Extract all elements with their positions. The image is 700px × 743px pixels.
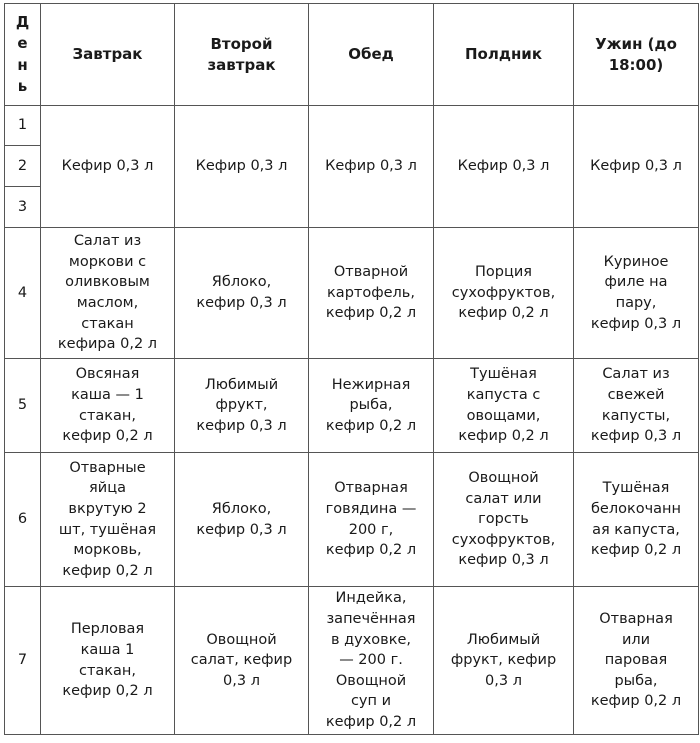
header-day-letter: ь — [17, 77, 28, 95]
day-number: 7 — [5, 587, 41, 735]
snack-cell: Порция сухофруктов, кефир 0,2 л — [434, 228, 574, 359]
day-number: 3 — [5, 187, 41, 228]
second-breakfast-cell: Любимый фрукт, кефир 0,3 л — [175, 359, 309, 453]
breakfast-cell: Отварные яйца вкрутую 2 шт, тушёная морковь, кефир 0,2 л — [41, 453, 175, 587]
dinner-cell: Отварная или паровая рыба, кефир 0,2 л — [574, 587, 699, 735]
header-row — [5, 4, 699, 106]
header-day-letter: н — [17, 55, 28, 74]
header-day — [5, 4, 41, 106]
snack-cell: Овощной салат или горсть сухофруктов, кефир 0,3 л — [434, 453, 574, 587]
lunch-cell: Отварной картофель, кефир 0,2 л — [309, 228, 434, 359]
second-breakfast-cell: Яблоко, кефир 0,3 л — [175, 453, 309, 587]
lunch-cell: Кефир 0,3 л — [309, 106, 434, 228]
table-row — [5, 453, 699, 587]
header-second-breakfast: Второй завтрак — [175, 4, 309, 106]
diet-plan-table — [4, 3, 699, 735]
header-breakfast: Завтрак — [41, 4, 175, 106]
day-number: 1 — [5, 106, 41, 146]
second-breakfast-cell: Кефир 0,3 л — [175, 106, 309, 228]
breakfast-cell: Перловая каша 1 стакан, кефир 0,2 л — [41, 587, 175, 735]
table-row — [5, 228, 699, 359]
breakfast-cell: Овсяная каша — 1 стакан, кефир 0,2 л — [41, 359, 175, 453]
dinner-cell: Куриное филе на пару, кефир 0,3 л — [574, 228, 699, 359]
table-row — [5, 587, 699, 735]
table-row — [5, 106, 699, 146]
lunch-cell: Отварная говядина — 200 г, кефир 0,2 л — [309, 453, 434, 587]
snack-cell: Тушёная капуста с овощами, кефир 0,2 л — [434, 359, 574, 453]
header-day-letter: е — [17, 34, 28, 52]
header-dinner: Ужин (до 18:00) — [574, 4, 699, 106]
header-day-letter: Д — [15, 12, 30, 31]
dinner-cell: Кефир 0,3 л — [574, 106, 699, 228]
header-snack: Полдник — [434, 4, 574, 106]
snack-cell: Кефир 0,3 л — [434, 106, 574, 228]
dinner-cell: Салат из свежей капусты, кефир 0,3 л — [574, 359, 699, 453]
second-breakfast-cell: Яблоко, кефир 0,3 л — [175, 228, 309, 359]
breakfast-cell: Кефир 0,3 л — [41, 106, 175, 228]
day-number: 5 — [5, 359, 41, 453]
lunch-cell: Нежирная рыба, кефир 0,2 л — [309, 359, 434, 453]
second-breakfast-cell: Овощной салат, кефир 0,3 л — [175, 587, 309, 735]
table-row — [5, 359, 699, 453]
header-lunch: Обед — [309, 4, 434, 106]
day-number: 4 — [5, 228, 41, 359]
day-number: 6 — [5, 453, 41, 587]
day-number: 2 — [5, 146, 41, 187]
snack-cell: Любимый фрукт, кефир 0,3 л — [434, 587, 574, 735]
dinner-cell: Тушёная белокочанн ая капуста, кефир 0,2 л — [574, 453, 699, 587]
breakfast-cell: Салат из моркови с оливковым маслом, стакан кефира 0,2 л — [41, 228, 175, 359]
lunch-cell: Индейка, запечённая в духовке, — 200 г. Овощной суп и кефир 0,2 л — [309, 587, 434, 735]
